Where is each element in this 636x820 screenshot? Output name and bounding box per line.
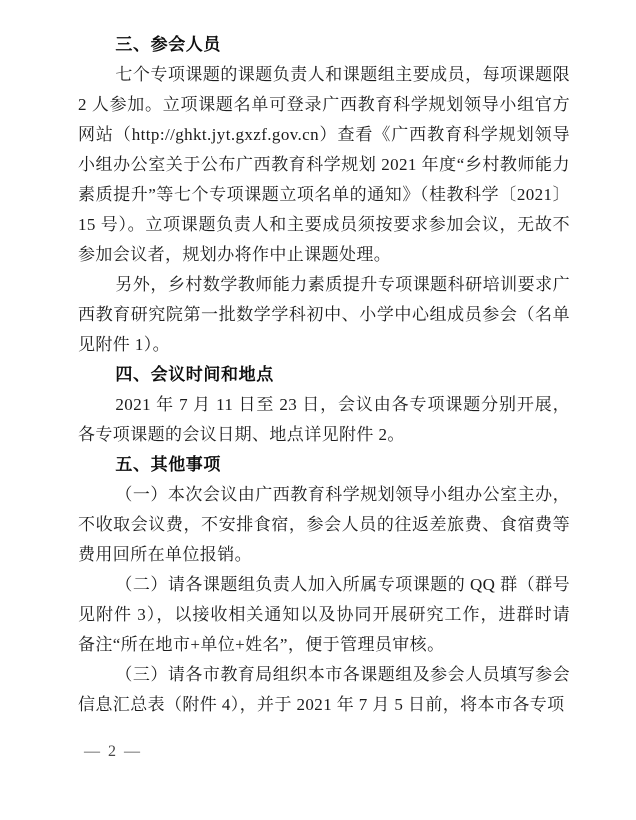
section-heading: 五、其他事项 [115, 455, 221, 474]
paragraph: （三）请各市教育局组织本市各课题组及参会人员填写参会信息汇总表（附件 4），并于 2021 年 7 月 5 日前，将本市各专项 [78, 665, 570, 714]
document-body [78, 30, 570, 720]
section-heading: 三、参会人员 [115, 35, 221, 54]
paragraph: （二）请各课题组负责人加入所属专项课题的 QQ 群（群号见附件 3），以接收相关通知以及协同开展研究工作，进群时请备注“所在地市+单位+姓名”，便于管理员审核。 [78, 575, 570, 654]
paragraph: （一）本次会议由广西教育科学规划领导小组办公室主办，不收取会议费，不安排食宿，参会人员的往返差旅费、食宿费等费用回所在单位报销。 [78, 485, 570, 564]
paragraph: 2021 年 7 月 11 日至 23 日，会议由各专项课题分别开展，各专项课题的会议日期、地点详见附件 2。 [78, 395, 570, 444]
paragraph: 七个专项课题的课题负责人和课题组主要成员，每项课题限 2 人参加。立项课题名单可登录广西教育科学规划领导小组官方网站（http://ghkt.jyt.gxzf.gov.cn）查看《广西教育科学规划领导小组办公室关于公布广西教育科学规划 2021 年度“乡村教师能力素质提升”等七个专项课题立项名单的通知》（桂教科学〔2021〕15 号）。立项课题负责人和主要成员须按要求参加会议，无故不参加会议者，规划办将作中止课题处理。 [78, 65, 570, 264]
page-number: — 2 — [84, 743, 142, 760]
paragraph: 另外，乡村数学教师能力素质提升专项课题科研培训要求广西教育研究院第一批数学学科初中、小学中心组成员参会（名单见附件 1）。 [78, 275, 570, 354]
section-heading: 四、会议时间和地点 [115, 365, 274, 384]
